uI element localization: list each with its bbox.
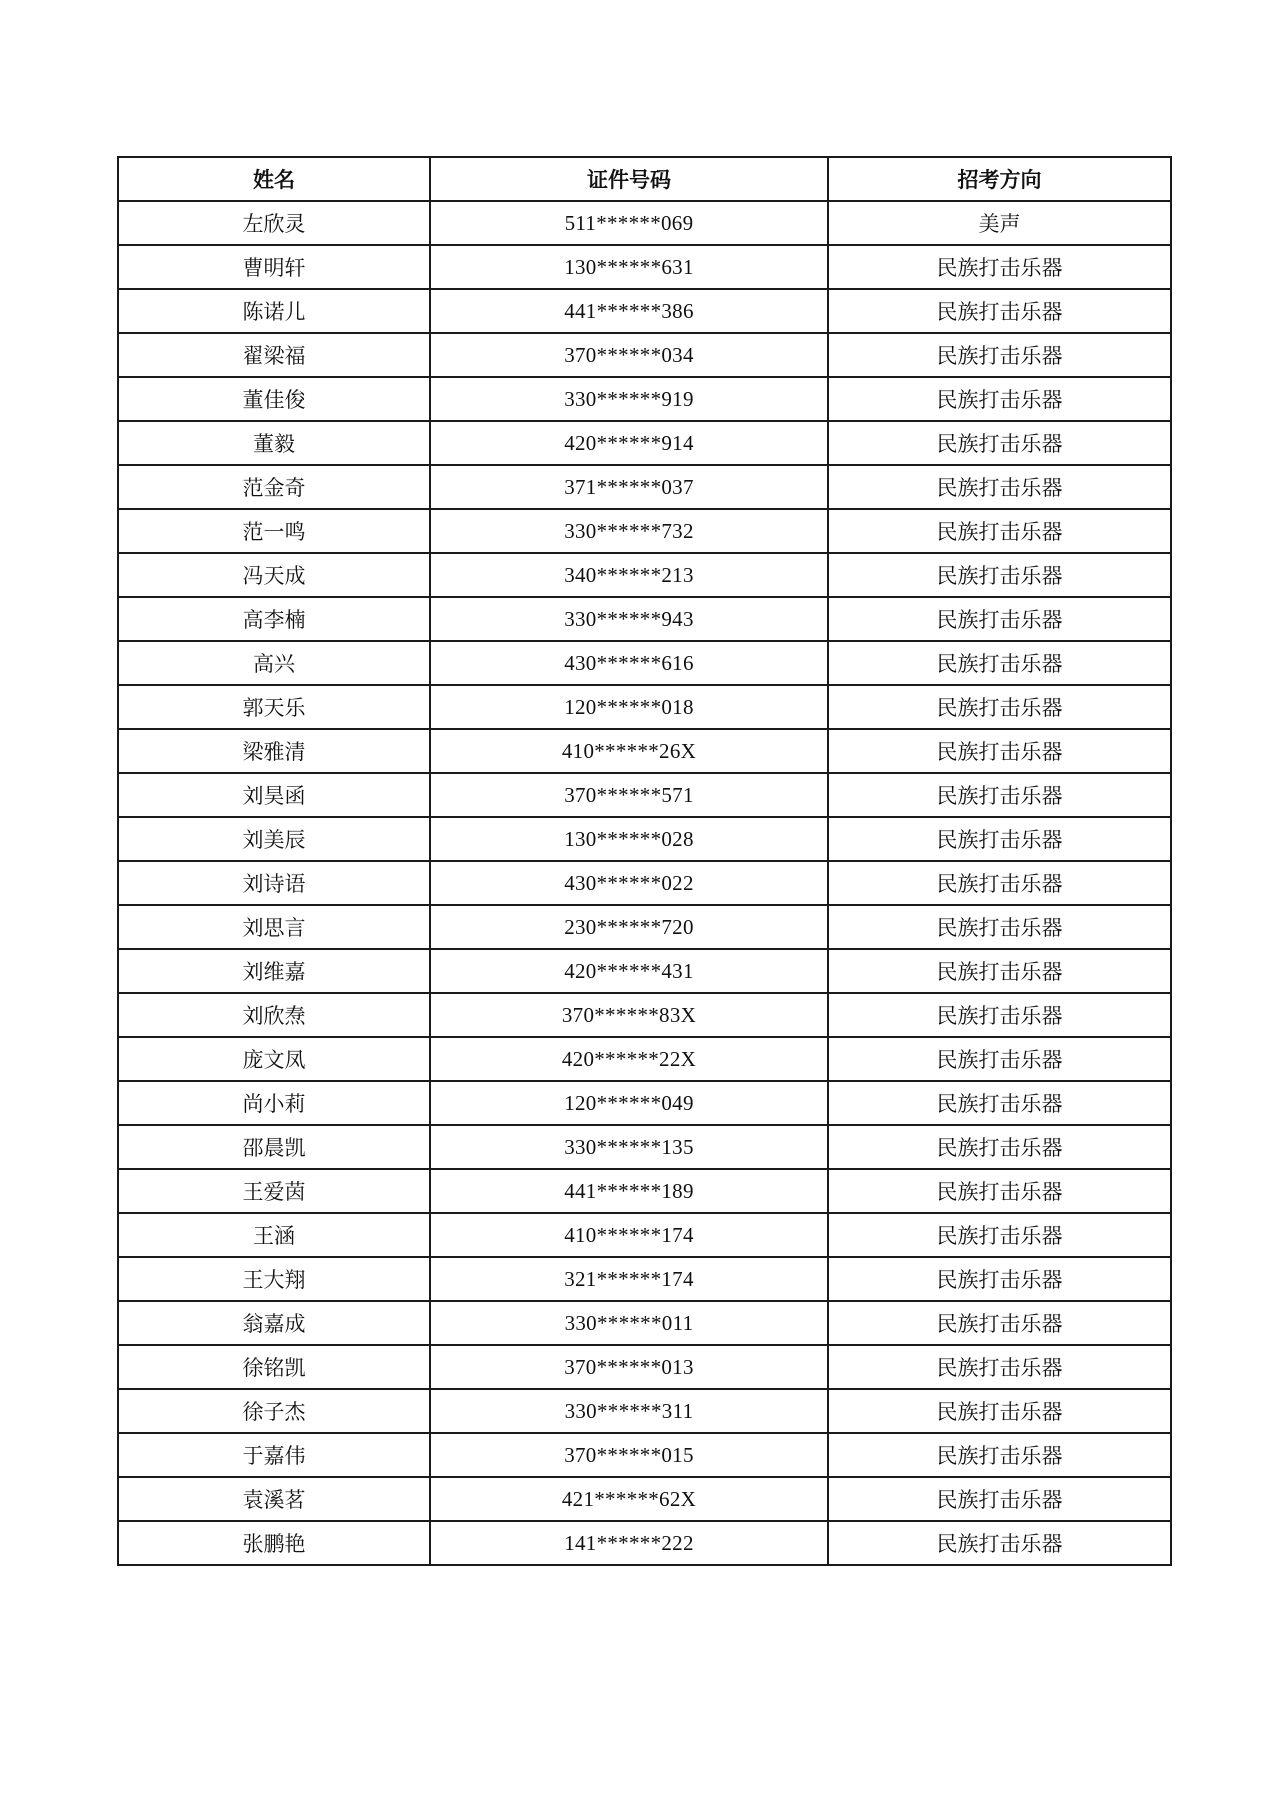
header-row: [118, 157, 1171, 201]
cell-direction: 民族打击乐器: [828, 1125, 1171, 1169]
cell-name: 梁雅清: [118, 729, 430, 773]
table-row: [118, 245, 1171, 289]
cell-id-number: 371******037: [430, 465, 828, 509]
header-id-number: 证件号码: [430, 157, 828, 201]
cell-direction: 民族打击乐器: [828, 1081, 1171, 1125]
table-row: [118, 333, 1171, 377]
cell-name: 尚小莉: [118, 1081, 430, 1125]
table-row: [118, 509, 1171, 553]
cell-id-number: 130******631: [430, 245, 828, 289]
cell-id-number: 430******616: [430, 641, 828, 685]
table-row: [118, 861, 1171, 905]
table-row: [118, 1301, 1171, 1345]
cell-name: 徐子杰: [118, 1389, 430, 1433]
table-row: [118, 289, 1171, 333]
cell-name: 庞文凤: [118, 1037, 430, 1081]
cell-name: 翟梁福: [118, 333, 430, 377]
cell-name: 刘思言: [118, 905, 430, 949]
cell-id-number: 370******013: [430, 1345, 828, 1389]
cell-id-number: 410******26X: [430, 729, 828, 773]
cell-direction: 民族打击乐器: [828, 641, 1171, 685]
table-row: [118, 1521, 1171, 1565]
cell-name: 范金奇: [118, 465, 430, 509]
table-row: [118, 729, 1171, 773]
cell-name: 刘欣焘: [118, 993, 430, 1037]
table-row: [118, 553, 1171, 597]
cell-id-number: 330******943: [430, 597, 828, 641]
cell-name: 翁嘉成: [118, 1301, 430, 1345]
cell-direction: 民族打击乐器: [828, 377, 1171, 421]
cell-name: 于嘉伟: [118, 1433, 430, 1477]
table-row: [118, 641, 1171, 685]
cell-id-number: 141******222: [430, 1521, 828, 1565]
table-header: [118, 157, 1171, 201]
header-direction: 招考方向: [828, 157, 1171, 201]
table-row: [118, 1169, 1171, 1213]
cell-id-number: 120******049: [430, 1081, 828, 1125]
cell-name: 王涵: [118, 1213, 430, 1257]
cell-direction: 民族打击乐器: [828, 773, 1171, 817]
cell-direction: 民族打击乐器: [828, 1433, 1171, 1477]
cell-direction: 民族打击乐器: [828, 509, 1171, 553]
table-row: [118, 1125, 1171, 1169]
cell-direction: 民族打击乐器: [828, 597, 1171, 641]
table-row: [118, 1433, 1171, 1477]
cell-direction: 民族打击乐器: [828, 949, 1171, 993]
cell-direction: 民族打击乐器: [828, 817, 1171, 861]
cell-id-number: 130******028: [430, 817, 828, 861]
cell-name: 袁溪茗: [118, 1477, 430, 1521]
cell-direction: 民族打击乐器: [828, 1521, 1171, 1565]
table-row: [118, 465, 1171, 509]
cell-id-number: 330******011: [430, 1301, 828, 1345]
cell-id-number: 441******189: [430, 1169, 828, 1213]
candidate-table: [117, 156, 1172, 1566]
table-row: [118, 1037, 1171, 1081]
table-row: [118, 1257, 1171, 1301]
cell-name: 高李楠: [118, 597, 430, 641]
cell-id-number: 370******571: [430, 773, 828, 817]
table-row: [118, 949, 1171, 993]
cell-direction: 民族打击乐器: [828, 861, 1171, 905]
cell-id-number: 511******069: [430, 201, 828, 245]
table-row: [118, 993, 1171, 1037]
cell-direction: 民族打击乐器: [828, 1257, 1171, 1301]
table-row: [118, 377, 1171, 421]
cell-id-number: 430******022: [430, 861, 828, 905]
cell-name: 刘诗语: [118, 861, 430, 905]
cell-direction: 民族打击乐器: [828, 905, 1171, 949]
cell-name: 陈诺儿: [118, 289, 430, 333]
cell-id-number: 330******311: [430, 1389, 828, 1433]
cell-id-number: 370******034: [430, 333, 828, 377]
cell-name: 徐铭凯: [118, 1345, 430, 1389]
cell-direction: 民族打击乐器: [828, 245, 1171, 289]
cell-name: 张鹏艳: [118, 1521, 430, 1565]
cell-direction: 美声: [828, 201, 1171, 245]
header-name: 姓名: [118, 157, 430, 201]
cell-id-number: 420******431: [430, 949, 828, 993]
cell-id-number: 330******135: [430, 1125, 828, 1169]
cell-name: 刘维嘉: [118, 949, 430, 993]
cell-direction: 民族打击乐器: [828, 1213, 1171, 1257]
cell-id-number: 340******213: [430, 553, 828, 597]
cell-direction: 民族打击乐器: [828, 289, 1171, 333]
cell-id-number: 420******914: [430, 421, 828, 465]
table-row: [118, 1389, 1171, 1433]
cell-name: 郭天乐: [118, 685, 430, 729]
cell-id-number: 420******22X: [430, 1037, 828, 1081]
cell-direction: 民族打击乐器: [828, 333, 1171, 377]
cell-name: 冯天成: [118, 553, 430, 597]
cell-direction: 民族打击乐器: [828, 993, 1171, 1037]
cell-id-number: 321******174: [430, 1257, 828, 1301]
table-row: [118, 1213, 1171, 1257]
cell-id-number: 421******62X: [430, 1477, 828, 1521]
cell-id-number: 330******919: [430, 377, 828, 421]
cell-name: 左欣灵: [118, 201, 430, 245]
cell-name: 刘昊函: [118, 773, 430, 817]
table-row: [118, 1345, 1171, 1389]
table-row: [118, 201, 1171, 245]
table-body: [118, 201, 1171, 1565]
cell-direction: 民族打击乐器: [828, 553, 1171, 597]
table-row: [118, 905, 1171, 949]
cell-name: 邵晨凯: [118, 1125, 430, 1169]
cell-name: 范一鸣: [118, 509, 430, 553]
cell-id-number: 441******386: [430, 289, 828, 333]
cell-direction: 民族打击乐器: [828, 465, 1171, 509]
cell-direction: 民族打击乐器: [828, 1037, 1171, 1081]
cell-name: 高兴: [118, 641, 430, 685]
cell-name: 王爱茵: [118, 1169, 430, 1213]
cell-name: 董毅: [118, 421, 430, 465]
cell-name: 刘美辰: [118, 817, 430, 861]
cell-direction: 民族打击乐器: [828, 1389, 1171, 1433]
cell-id-number: 120******018: [430, 685, 828, 729]
cell-direction: 民族打击乐器: [828, 1169, 1171, 1213]
cell-id-number: 230******720: [430, 905, 828, 949]
table-row: [118, 817, 1171, 861]
table-row: [118, 685, 1171, 729]
cell-direction: 民族打击乐器: [828, 1477, 1171, 1521]
table-row: [118, 421, 1171, 465]
table-row: [118, 1477, 1171, 1521]
cell-direction: 民族打击乐器: [828, 1301, 1171, 1345]
table-row: [118, 1081, 1171, 1125]
cell-id-number: 370******015: [430, 1433, 828, 1477]
cell-direction: 民族打击乐器: [828, 685, 1171, 729]
cell-id-number: 410******174: [430, 1213, 828, 1257]
cell-id-number: 370******83X: [430, 993, 828, 1037]
cell-name: 王大翔: [118, 1257, 430, 1301]
cell-direction: 民族打击乐器: [828, 421, 1171, 465]
table-row: [118, 597, 1171, 641]
table-row: [118, 773, 1171, 817]
cell-direction: 民族打击乐器: [828, 1345, 1171, 1389]
cell-name: 曹明轩: [118, 245, 430, 289]
cell-name: 董佳俊: [118, 377, 430, 421]
cell-direction: 民族打击乐器: [828, 729, 1171, 773]
cell-id-number: 330******732: [430, 509, 828, 553]
